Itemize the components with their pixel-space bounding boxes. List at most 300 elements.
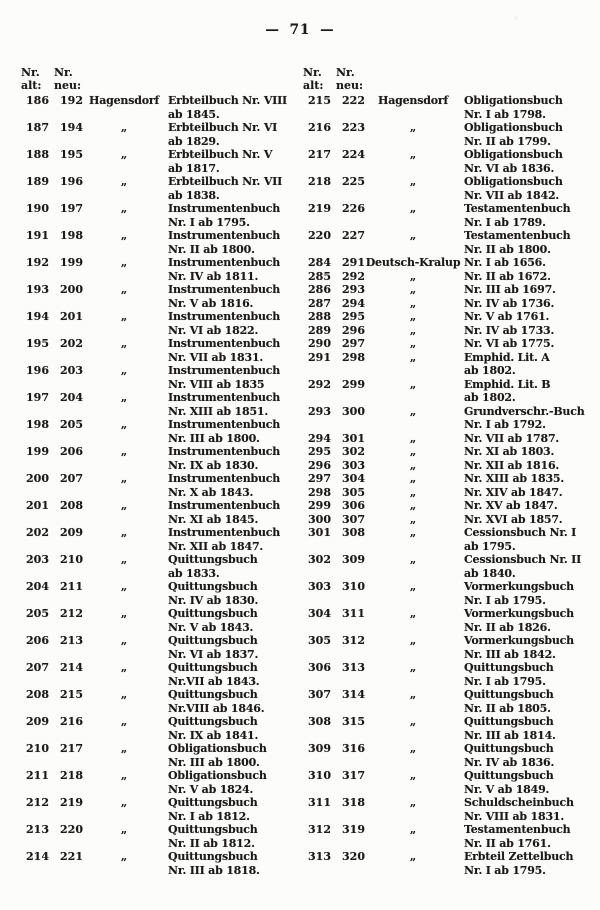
entry-description <box>165 553 293 580</box>
header-neu-label: neu: <box>54 79 82 92</box>
ditto-mark: „ <box>409 404 417 418</box>
table-row <box>303 202 593 229</box>
nr-neu-value: 219 <box>60 796 83 809</box>
nr-neu-value: 194 <box>60 121 83 134</box>
table-row <box>303 526 593 553</box>
header-nr-neu <box>331 66 365 92</box>
entry-description <box>165 607 293 634</box>
nr-neu-value: 224 <box>342 148 365 161</box>
nr-neu-value: 305 <box>342 485 365 499</box>
nr-alt-value: 298 <box>308 485 331 499</box>
description-line: Nr. VII ab 1787. <box>464 431 560 445</box>
table-row <box>21 256 293 283</box>
ditto-mark: „ <box>409 688 417 701</box>
description-line: Nr. II ab 1800. <box>168 242 255 256</box>
description-line: Quittungsbuch <box>168 580 258 593</box>
entry-description <box>165 256 293 283</box>
ditto-mark: „ <box>120 364 128 377</box>
ditto-mark: „ <box>409 472 417 485</box>
nr-neu-value: 196 <box>60 175 83 188</box>
nr-alt-value: 293 <box>308 404 331 418</box>
ditto-mark: „ <box>409 296 417 310</box>
nr-neu-value: 317 <box>342 769 365 782</box>
entry-description <box>165 688 293 715</box>
table-row <box>303 661 593 688</box>
ditto-mark: „ <box>409 431 417 445</box>
description-line: Nr. XIII ab 1835. <box>464 472 564 485</box>
header-neu-label: neu: <box>336 79 364 92</box>
nr-neu-value: 209 <box>60 526 83 539</box>
table-row <box>21 310 293 337</box>
description-line: Cessionsbuch Nr. II <box>464 553 582 566</box>
entry-description <box>165 661 293 688</box>
ditto-mark: „ <box>120 526 128 539</box>
ditto-mark: „ <box>120 418 128 431</box>
nr-alt-value: 200 <box>26 472 49 485</box>
entry-description <box>461 742 593 769</box>
description-line: ab 1802. <box>464 364 516 377</box>
ditto-mark: „ <box>120 202 128 215</box>
description-line: Nr. II ab 1812. <box>168 836 255 850</box>
entry-description <box>461 715 593 742</box>
nr-neu-value: 298 <box>342 350 365 364</box>
description-line: Quittungsbuch <box>168 661 258 674</box>
entry-description <box>461 661 593 688</box>
ditto-mark: „ <box>120 310 128 323</box>
entry-description <box>165 94 293 121</box>
ditto-mark: „ <box>409 850 417 863</box>
nr-alt-value: 294 <box>308 431 331 445</box>
entry-description <box>165 472 293 499</box>
entry-description <box>461 513 593 527</box>
entry-description <box>165 796 293 823</box>
nr-neu-value: 222 <box>342 94 365 107</box>
nr-alt-value: 218 <box>308 175 331 188</box>
table-row <box>21 742 293 769</box>
description-line: Nr. X ab 1843. <box>168 485 254 499</box>
entry-description <box>165 175 293 202</box>
entry-description <box>165 499 293 526</box>
nr-alt-value: 188 <box>26 148 49 161</box>
nr-neu-value: 314 <box>342 688 365 701</box>
entry-description <box>165 391 293 418</box>
description-line: Nr. I ab 1789. <box>464 215 546 229</box>
nr-neu-value: 320 <box>342 850 365 863</box>
description-line: Nr. II ab 1799. <box>464 134 551 148</box>
description-line: Nr. XII ab 1816. <box>464 458 560 472</box>
ditto-mark: „ <box>409 121 417 134</box>
nr-neu-value: 294 <box>342 296 365 310</box>
ditto-mark: „ <box>409 580 417 593</box>
header-nr-alt <box>303 66 331 92</box>
description-line: Nr.VII ab 1843. <box>168 674 260 688</box>
entry-description <box>165 202 293 229</box>
nr-alt-value: 297 <box>308 472 331 485</box>
nr-alt-value: 217 <box>308 148 331 161</box>
nr-neu-value: 307 <box>342 512 365 526</box>
table-row <box>303 121 593 148</box>
ditto-mark: „ <box>120 472 128 485</box>
ditto-mark: „ <box>120 553 128 566</box>
nr-alt-value: 304 <box>308 607 331 620</box>
description-line: Erbteilbuch Nr. V <box>168 148 273 161</box>
ditto-mark: „ <box>409 445 417 458</box>
nr-alt-value: 295 <box>308 445 331 458</box>
ditto-mark: „ <box>409 283 417 296</box>
description-line: Nr. III ab 1697. <box>464 283 556 296</box>
description-line: Nr. XI ab 1803. <box>464 445 555 458</box>
nr-neu-value: 300 <box>342 404 365 418</box>
table-column-left <box>21 66 293 877</box>
description-line: Erbteil Zettelbuch <box>464 850 574 863</box>
ditto-mark: „ <box>409 458 417 472</box>
nr-alt-value: 300 <box>308 512 331 526</box>
table-row <box>303 513 593 527</box>
description-line: Nr. IV ab 1811. <box>168 269 259 283</box>
description-line: Grundverschr.-Buch <box>464 404 585 418</box>
nr-alt-value: 199 <box>26 445 49 458</box>
nr-alt-value: 301 <box>308 526 331 539</box>
description-line: Nr. IV ab 1830. <box>168 593 259 607</box>
nr-neu-value: 301 <box>342 431 365 445</box>
nr-alt-value: 296 <box>308 458 331 472</box>
nr-neu-value: 212 <box>60 607 83 620</box>
entry-description <box>461 688 593 715</box>
entry-description <box>165 769 293 796</box>
nr-neu-value: 210 <box>60 553 83 566</box>
table-row <box>303 459 593 473</box>
description-line: Nr. III ab 1814. <box>464 728 556 742</box>
entry-description <box>461 459 593 473</box>
table-row <box>303 270 593 284</box>
nr-neu-value: 299 <box>342 377 365 391</box>
entry-description <box>461 175 593 202</box>
header-alt-label: alt: <box>303 79 324 92</box>
description-line: Vormerkungsbuch <box>464 634 574 647</box>
nr-alt-value: 209 <box>26 715 49 728</box>
table-row <box>303 796 593 823</box>
table-row <box>303 256 593 270</box>
description-line: Instrumentenbuch <box>168 364 281 377</box>
entry-description <box>461 553 593 580</box>
nr-neu-value: 313 <box>342 661 365 674</box>
table-row <box>21 445 293 472</box>
description-line: Nr. XV ab 1847. <box>464 499 558 512</box>
nr-neu-value: 302 <box>342 445 365 458</box>
column-header <box>21 66 293 92</box>
nr-alt-value: 306 <box>308 661 331 674</box>
nr-alt-value: 310 <box>308 769 331 782</box>
table-row <box>303 769 593 796</box>
description-line: Quittungsbuch <box>168 553 258 566</box>
nr-neu-value: 192 <box>60 94 83 107</box>
table-row <box>303 297 593 311</box>
table-row <box>21 391 293 418</box>
description-line: Nr. V ab 1843. <box>168 620 254 634</box>
nr-neu-value: 315 <box>342 715 365 728</box>
nr-alt-value: 307 <box>308 688 331 701</box>
nr-neu-value: 218 <box>60 769 83 782</box>
table-row <box>21 553 293 580</box>
nr-alt-value: 193 <box>26 283 49 296</box>
nr-neu-value: 202 <box>60 337 83 350</box>
nr-neu-value: 205 <box>60 418 83 431</box>
description-line: Nr. II ab 1826. <box>464 620 551 634</box>
description-line: ab 1840. <box>464 566 516 580</box>
table-row <box>303 445 593 459</box>
nr-neu-value: 206 <box>60 445 83 458</box>
description-line: Instrumentenbuch <box>168 202 281 215</box>
nr-alt-value: 288 <box>308 310 331 323</box>
entry-description <box>461 607 593 634</box>
ditto-mark: „ <box>120 337 128 350</box>
nr-alt-value: 203 <box>26 553 49 566</box>
ditto-mark: „ <box>409 715 417 728</box>
description-line: Nr. V ab 1816. <box>168 296 254 310</box>
nr-neu-value: 211 <box>60 580 83 593</box>
ditto-mark: „ <box>120 175 128 188</box>
description-line: Nr. XII ab 1847. <box>168 539 264 553</box>
nr-neu-value: 295 <box>342 310 365 323</box>
description-line: Nr. II ab 1672. <box>464 269 551 283</box>
nr-alt-value: 190 <box>26 202 49 215</box>
description-line: Instrumentenbuch <box>168 418 281 431</box>
nr-alt-value: 214 <box>26 850 49 863</box>
nr-alt-value: 302 <box>308 553 331 566</box>
description-line: Nr. VII ab 1831. <box>168 350 264 364</box>
description-line: Quittungsbuch <box>464 742 554 755</box>
table-row <box>21 526 293 553</box>
description-line: Quittungsbuch <box>168 715 258 728</box>
entry-description <box>461 256 593 270</box>
table-row <box>303 486 593 500</box>
nr-alt-value: 290 <box>308 337 331 350</box>
description-line: Nr. IV ab 1736. <box>464 296 555 310</box>
entry-description <box>461 769 593 796</box>
table-row <box>303 324 593 338</box>
nr-alt-value: 216 <box>308 121 331 134</box>
ditto-mark: „ <box>409 350 417 364</box>
table-row <box>21 715 293 742</box>
ditto-mark: „ <box>120 796 128 809</box>
description-line: ab 1829. <box>168 134 220 148</box>
description-line: Quittungsbuch <box>168 796 258 809</box>
nr-alt-value: 309 <box>308 742 331 755</box>
entry-description <box>461 432 593 446</box>
ditto-mark: „ <box>409 310 417 323</box>
nr-alt-value: 204 <box>26 580 49 593</box>
table-row <box>21 202 293 229</box>
description-line: Nr. VI ab 1836. <box>464 161 555 175</box>
entry-description <box>461 580 593 607</box>
description-line: Instrumentenbuch <box>168 472 281 485</box>
ditto-mark: „ <box>409 499 417 512</box>
table-row <box>303 742 593 769</box>
description-line: Nr. I ab 1795. <box>168 215 250 229</box>
entry-description <box>165 445 293 472</box>
table-row <box>303 175 593 202</box>
description-line: Instrumentenbuch <box>168 526 281 539</box>
description-line: Instrumentenbuch <box>168 337 281 350</box>
description-line: Nr. III ab 1800. <box>168 431 260 445</box>
register-table <box>21 66 593 877</box>
description-line: Quittungsbuch <box>168 823 258 836</box>
nr-alt-value: 201 <box>26 499 49 512</box>
nr-neu-value: 198 <box>60 229 83 242</box>
nr-alt-value: 198 <box>26 418 49 431</box>
nr-neu-value: 199 <box>60 256 83 269</box>
nr-neu-value: 292 <box>342 269 365 283</box>
entry-description <box>461 526 593 553</box>
description-line: Nr. II ab 1761. <box>464 836 551 850</box>
nr-alt-value: 308 <box>308 715 331 728</box>
table-row <box>303 688 593 715</box>
description-line: Nr. III ab 1818. <box>168 863 260 877</box>
nr-alt-value: 202 <box>26 526 49 539</box>
ditto-mark: „ <box>120 688 128 701</box>
nr-neu-value: 204 <box>60 391 83 404</box>
nr-alt-value: 195 <box>26 337 49 350</box>
ditto-mark: „ <box>409 485 417 499</box>
nr-alt-value: 211 <box>26 769 49 782</box>
nr-alt-value: 303 <box>308 580 331 593</box>
ditto-mark: „ <box>120 229 128 242</box>
description-line: Nr. VI ab 1822. <box>168 323 259 337</box>
ditto-mark: „ <box>120 148 128 161</box>
table-rows-left <box>21 94 293 877</box>
nr-neu-value: 208 <box>60 499 83 512</box>
entry-description <box>461 796 593 823</box>
nr-neu-value: 201 <box>60 310 83 323</box>
description-line: Obligationsbuch <box>168 769 267 782</box>
description-line: Quittungsbuch <box>168 688 258 701</box>
table-row <box>21 229 293 256</box>
nr-neu-value: 214 <box>60 661 83 674</box>
ditto-mark: „ <box>120 634 128 647</box>
entry-description <box>461 202 593 229</box>
description-line: Obligationsbuch <box>464 175 563 188</box>
nr-alt-value: 194 <box>26 310 49 323</box>
table-row <box>21 94 293 121</box>
nr-alt-value: 287 <box>308 296 331 310</box>
ditto-mark: „ <box>409 553 417 566</box>
nr-neu-value: 225 <box>342 175 365 188</box>
nr-alt-value: 192 <box>26 256 49 269</box>
description-line: ab 1845. <box>168 107 220 121</box>
entry-description <box>165 364 293 391</box>
description-line: Quittungsbuch <box>464 715 554 728</box>
table-row <box>303 850 593 877</box>
entry-description <box>165 823 293 850</box>
description-line: Erbteilbuch Nr. VIII <box>168 94 287 107</box>
table-row <box>303 607 593 634</box>
ditto-mark: „ <box>120 607 128 620</box>
description-line: Testamentenbuch <box>464 823 571 836</box>
entry-description <box>461 499 593 513</box>
description-line: Nr. I ab 1798. <box>464 107 546 121</box>
nr-neu-value: 215 <box>60 688 83 701</box>
description-line: Nr. VIII ab 1831. <box>464 809 564 823</box>
entry-description <box>461 472 593 486</box>
nr-neu-value: 223 <box>342 121 365 134</box>
entry-description <box>461 850 593 877</box>
table-row <box>303 432 593 446</box>
description-line: Testamentenbuch <box>464 202 571 215</box>
nr-neu-value: 309 <box>342 553 365 566</box>
description-line: Nr. I ab 1795. <box>464 674 546 688</box>
description-line: Nr. III ab 1800. <box>168 755 260 769</box>
entry-description <box>461 310 593 324</box>
ditto-mark: „ <box>120 499 128 512</box>
table-row <box>21 634 293 661</box>
nr-neu-value: 197 <box>60 202 83 215</box>
ditto-mark: „ <box>409 323 417 337</box>
ditto-mark: „ <box>409 148 417 161</box>
nr-alt-value: 299 <box>308 499 331 512</box>
nr-alt-value: 197 <box>26 391 49 404</box>
nr-alt-value: 196 <box>26 364 49 377</box>
ditto-mark: „ <box>409 742 417 755</box>
description-line: Schuldscheinbuch <box>464 796 574 809</box>
ditto-mark: „ <box>409 796 417 809</box>
table-row <box>303 310 593 324</box>
nr-neu-value: 227 <box>342 229 365 242</box>
description-line: Quittungsbuch <box>464 661 554 674</box>
description-line: Nr.VIII ab 1846. <box>168 701 265 715</box>
description-line: Nr. VI ab 1775. <box>464 337 555 350</box>
entry-description <box>165 742 293 769</box>
description-line: ab 1838. <box>168 188 220 202</box>
description-line: Nr. V ab 1824. <box>168 782 254 796</box>
table-row <box>303 351 593 378</box>
header-nr-alt <box>21 66 49 92</box>
header-nr-label: Nr. <box>303 66 322 79</box>
entry-description <box>461 324 593 338</box>
nr-neu-value: 306 <box>342 499 365 512</box>
nr-alt-value: 187 <box>26 121 49 134</box>
table-row <box>21 337 293 364</box>
description-line: Nr. IX ab 1830. <box>168 458 259 472</box>
nr-alt-value: 186 <box>26 94 49 107</box>
ditto-mark: „ <box>409 229 417 242</box>
description-line: Nr. VII ab 1842. <box>464 188 560 202</box>
description-line: Instrumentenbuch <box>168 499 281 512</box>
header-nr-label: Nr. <box>21 66 40 79</box>
description-line: Vormerkungsbuch <box>464 607 574 620</box>
ditto-mark: „ <box>120 445 128 458</box>
entry-description <box>461 378 593 405</box>
entry-description <box>461 283 593 297</box>
table-row <box>21 148 293 175</box>
nr-neu-value: 226 <box>342 202 365 215</box>
ditto-mark: „ <box>409 661 417 674</box>
table-column-right <box>303 66 593 877</box>
description-line: Nr. I ab 1795. <box>464 863 546 877</box>
table-row <box>303 337 593 351</box>
entry-description <box>165 634 293 661</box>
nr-neu-value: 203 <box>60 364 83 377</box>
entry-description <box>165 580 293 607</box>
description-line: Nr. XVI ab 1857. <box>464 512 563 526</box>
description-line: Obligationsbuch <box>168 742 267 755</box>
ditto-mark: „ <box>120 391 128 404</box>
header-nr-neu <box>49 66 83 92</box>
nr-alt-value: 292 <box>308 377 331 391</box>
nr-neu-value: 311 <box>342 607 365 620</box>
table-rows-right <box>303 94 593 877</box>
table-row <box>21 121 293 148</box>
table-row <box>21 823 293 850</box>
